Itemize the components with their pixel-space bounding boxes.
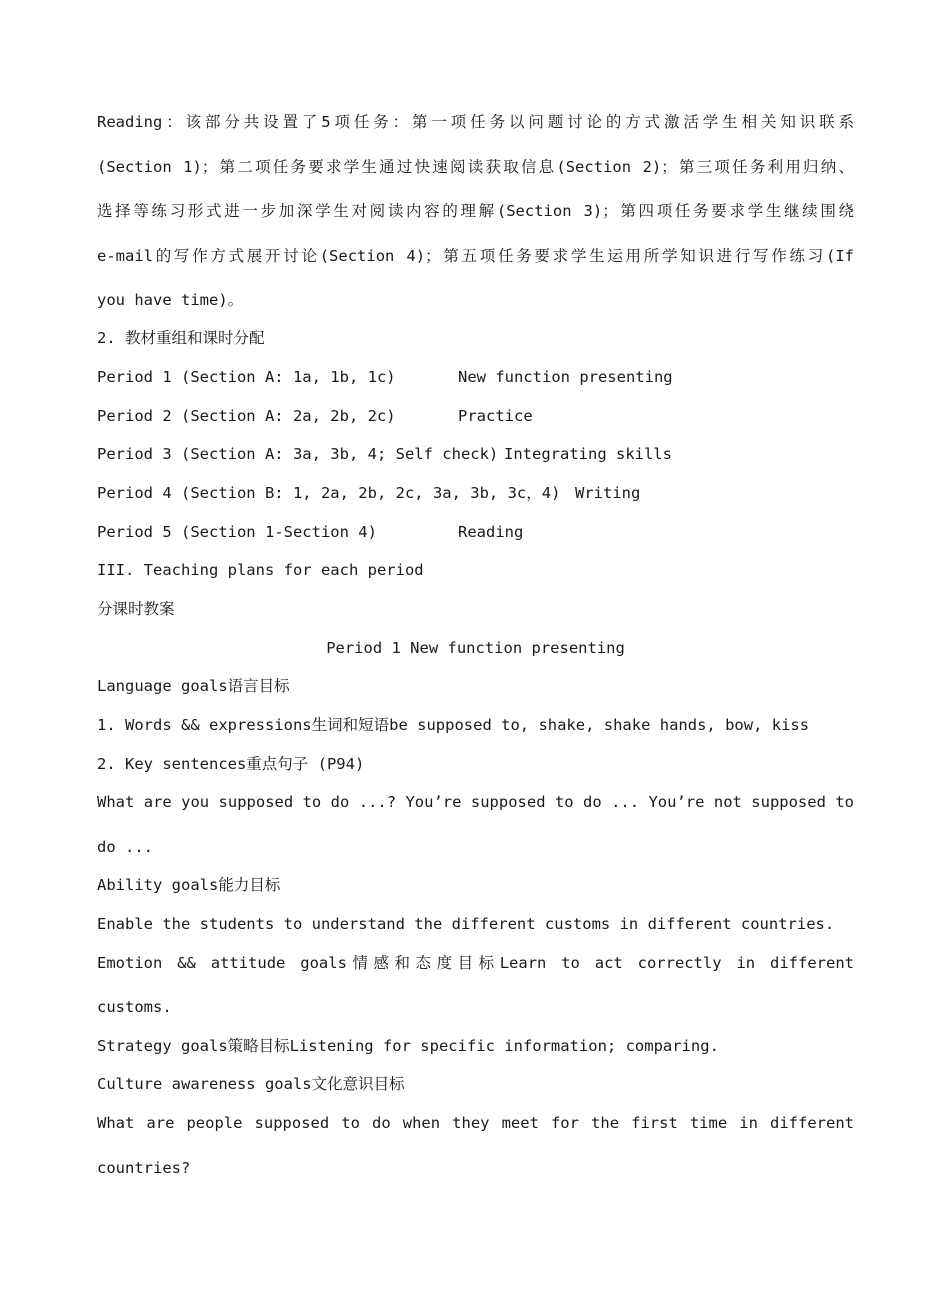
culture-goals-line-2: countries? — [97, 1159, 191, 1177]
ability-goals-text: Enable the students to understand the different customs in different countries. — [97, 915, 835, 933]
period-focus: Writing — [575, 484, 641, 502]
emotion-goals-line-2: customs. — [97, 998, 172, 1016]
period-label: Period 3 (Section A: 3a, 3b, 4; Self check) — [97, 445, 499, 463]
key-sentences-heading: 2. Key sentences重点句子 (P94) — [97, 755, 365, 773]
period-focus: Reading — [458, 523, 524, 541]
ability-goals-heading: Ability goals能力目标 — [97, 876, 281, 894]
section-heading-reorganization: 2. 教材重组和课时分配 — [97, 329, 265, 347]
period-focus: New function presenting — [458, 368, 673, 386]
emotion-goals-line-1: Emotion && attitude goals情感和态度目标Learn to act correctly in different — [97, 954, 854, 972]
period-label: Period 1 (Section A: 1a, 1b, 1c) — [97, 368, 396, 386]
period-title: Period 1 New function presenting — [326, 639, 625, 657]
period-label: Period 5 (Section 1-Section 4) — [97, 523, 377, 541]
period-focus: Practice — [458, 407, 533, 425]
culture-goals-line-1: What are people supposed to do when they meet for the first time in different — [97, 1114, 854, 1132]
reading-paragraph-line-5: you have time)。 — [97, 291, 244, 309]
reading-paragraph-line-4: e-mail的写作方式展开讨论(Section 4)；第五项任务要求学生运用所学知识进行写作练习(If — [97, 247, 854, 265]
language-goals-heading: Language goals语言目标 — [97, 677, 290, 695]
reading-paragraph-line-3: 选择等练习形式进一步加深学生对阅读内容的理解(Section 3)；第四项任务要求学生继续围绕 — [97, 202, 854, 220]
key-sentences-line-2: do ... — [97, 838, 153, 856]
strategy-goals: Strategy goals策略目标Listening for specific information; comparing. — [97, 1037, 719, 1055]
period-focus: Integrating skills — [504, 445, 672, 463]
teaching-plans-heading-cn: 分课时教案 — [97, 600, 175, 618]
teaching-plans-heading: III. Teaching plans for each period — [97, 561, 424, 579]
key-sentences-line-1: What are you supposed to do ...? You’re supposed to do ... You’re not supposed to — [97, 793, 854, 811]
reading-paragraph-line-1: Reading：该部分共设置了5项任务：第一项任务以问题讨论的方式激活学生相关知识联系 — [97, 113, 854, 131]
period-label: Period 2 (Section A: 2a, 2b, 2c) — [97, 407, 396, 425]
reading-paragraph-line-2: (Section 1)；第二项任务要求学生通过快速阅读获取信息(Section 2)；第三项任务利用归纳、 — [97, 158, 854, 176]
period-label: Period 4 (Section B: 1, 2a, 2b, 2c, 3a, 3b, 3c，4) — [97, 484, 561, 502]
words-expressions: 1. Words && expressions生词和短语be supposed to, shake, shake hands, bow, kiss — [97, 716, 810, 734]
culture-goals-heading: Culture awareness goals文化意识目标 — [97, 1075, 405, 1093]
